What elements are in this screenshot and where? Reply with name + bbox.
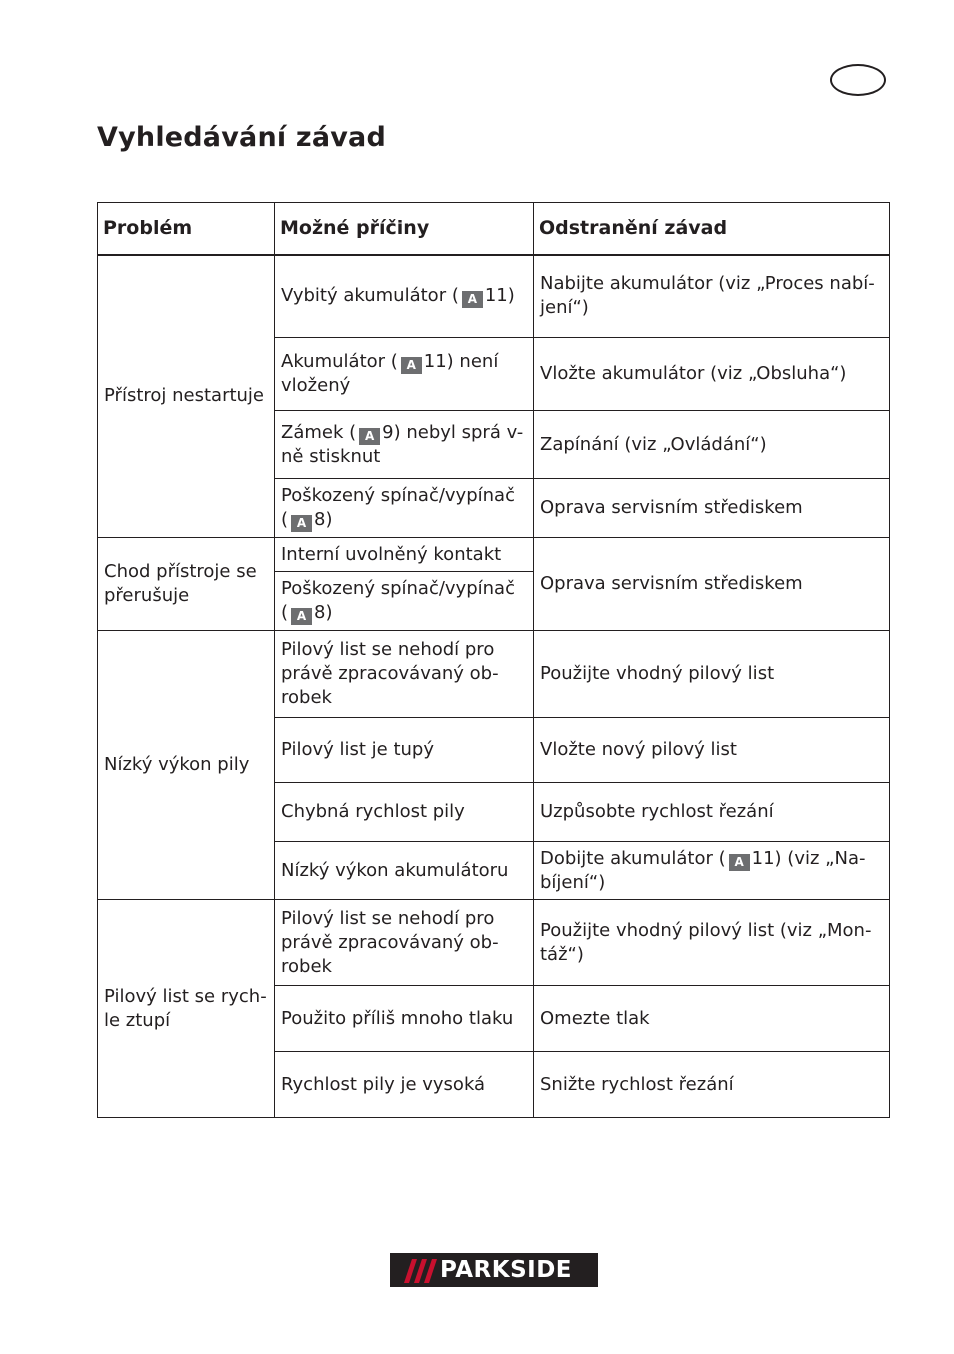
cause-cell: Rychlost pily je vysoká (275, 1052, 534, 1118)
figure-a-badge: A (291, 515, 312, 532)
table-header-row (98, 203, 890, 255)
fix-cell: Vložte akumulátor (viz „Obsluha“) (534, 338, 890, 411)
cause-cell (275, 572, 534, 631)
table-row (98, 255, 890, 338)
cause-cell: Pilový list se nehodí pro právě zpracovávaný ob-robek (275, 631, 534, 718)
cause-text: Akumulátor ( (281, 351, 398, 372)
cause-cell: Použito příliš mnoho tlaku (275, 986, 534, 1052)
header-problem: Problém (98, 203, 275, 255)
fix-cell: Nabijte akumulátor (viz „Proces nabí-jení“) (534, 255, 890, 338)
problem-cell: Přístroj nestartuje (98, 255, 275, 538)
figure-a-badge: A (401, 357, 422, 374)
cause-ref-text: 11) není vložený (281, 351, 499, 396)
cause-text: Vybitý akumulátor ( (281, 285, 459, 307)
fix-cell: Použijte vhodný pilový list (534, 631, 890, 718)
table-row (98, 900, 890, 986)
cause-ref-text: 8) (314, 602, 333, 623)
cause-cell (275, 479, 534, 538)
cause-text: Poškozený spínač/vypínač ( (281, 485, 515, 530)
cause-cell (275, 411, 534, 479)
fix-cell: Omezte tlak (534, 986, 890, 1052)
logo-stripes-icon (398, 1259, 440, 1283)
cause-text: Zámek ( (281, 421, 357, 443)
cause-cell: Nízký výkon akumulátoru (275, 842, 534, 900)
language-badge (830, 64, 886, 96)
fix-text: Dobijte akumulátor ( (540, 847, 726, 869)
page-title: Vyhledávání závad (97, 122, 387, 153)
cause-cell: Pilový list se nehodí pro právě zpracovávaný ob-robek (275, 900, 534, 986)
cause-cell: Pilový list je tupý (275, 718, 534, 783)
cause-ref-text: 11) (484, 285, 515, 307)
troubleshooting-table (97, 202, 890, 1118)
fix-cell: Uzpůsobte rychlost řezání (534, 783, 890, 842)
cause-ref-text: 9) nebyl sprá v-ně stisknut (281, 421, 524, 467)
fix-cell: Snižte rychlost řezání (534, 1052, 890, 1118)
table-row (98, 631, 890, 718)
cause-cell: Interní uvolněný kontakt (275, 538, 534, 572)
figure-a-badge: A (729, 854, 750, 871)
figure-a-badge: A (462, 291, 483, 308)
fix-cell: Vložte nový pilový list (534, 718, 890, 783)
parkside-logo (390, 1253, 598, 1287)
header-causes: Možné příčiny (275, 203, 534, 255)
fix-cell: Oprava servisním střediskem (534, 538, 890, 631)
figure-a-badge: A (359, 428, 380, 445)
cause-cell (275, 338, 534, 411)
problem-cell: Pilový list se rych-le ztupí (98, 900, 275, 1118)
fix-cell: Použijte vhodný pilový list (viz „Mon-táž“) (534, 900, 890, 986)
problem-cell: Chod přístroje se přerušuje (98, 538, 275, 631)
fix-cell: Zapínání (viz „Ovládání“) (534, 411, 890, 479)
cause-cell: Chybná rychlost pily (275, 783, 534, 842)
logo-text: PARKSIDE (440, 1257, 573, 1283)
fix-ref-text: 11) (viz „Na-bíjení“) (540, 847, 866, 893)
cause-ref-text: 8) (314, 509, 333, 530)
table-row (98, 538, 890, 572)
cause-cell (275, 255, 534, 338)
header-remedy: Odstranění závad (534, 203, 890, 255)
fix-cell (534, 842, 890, 900)
fix-cell: Oprava servisním střediskem (534, 479, 890, 538)
figure-a-badge: A (291, 608, 312, 625)
cause-text: Poškozený spínač/vypínač ( (281, 578, 515, 623)
problem-cell: Nízký výkon pily (98, 631, 275, 900)
